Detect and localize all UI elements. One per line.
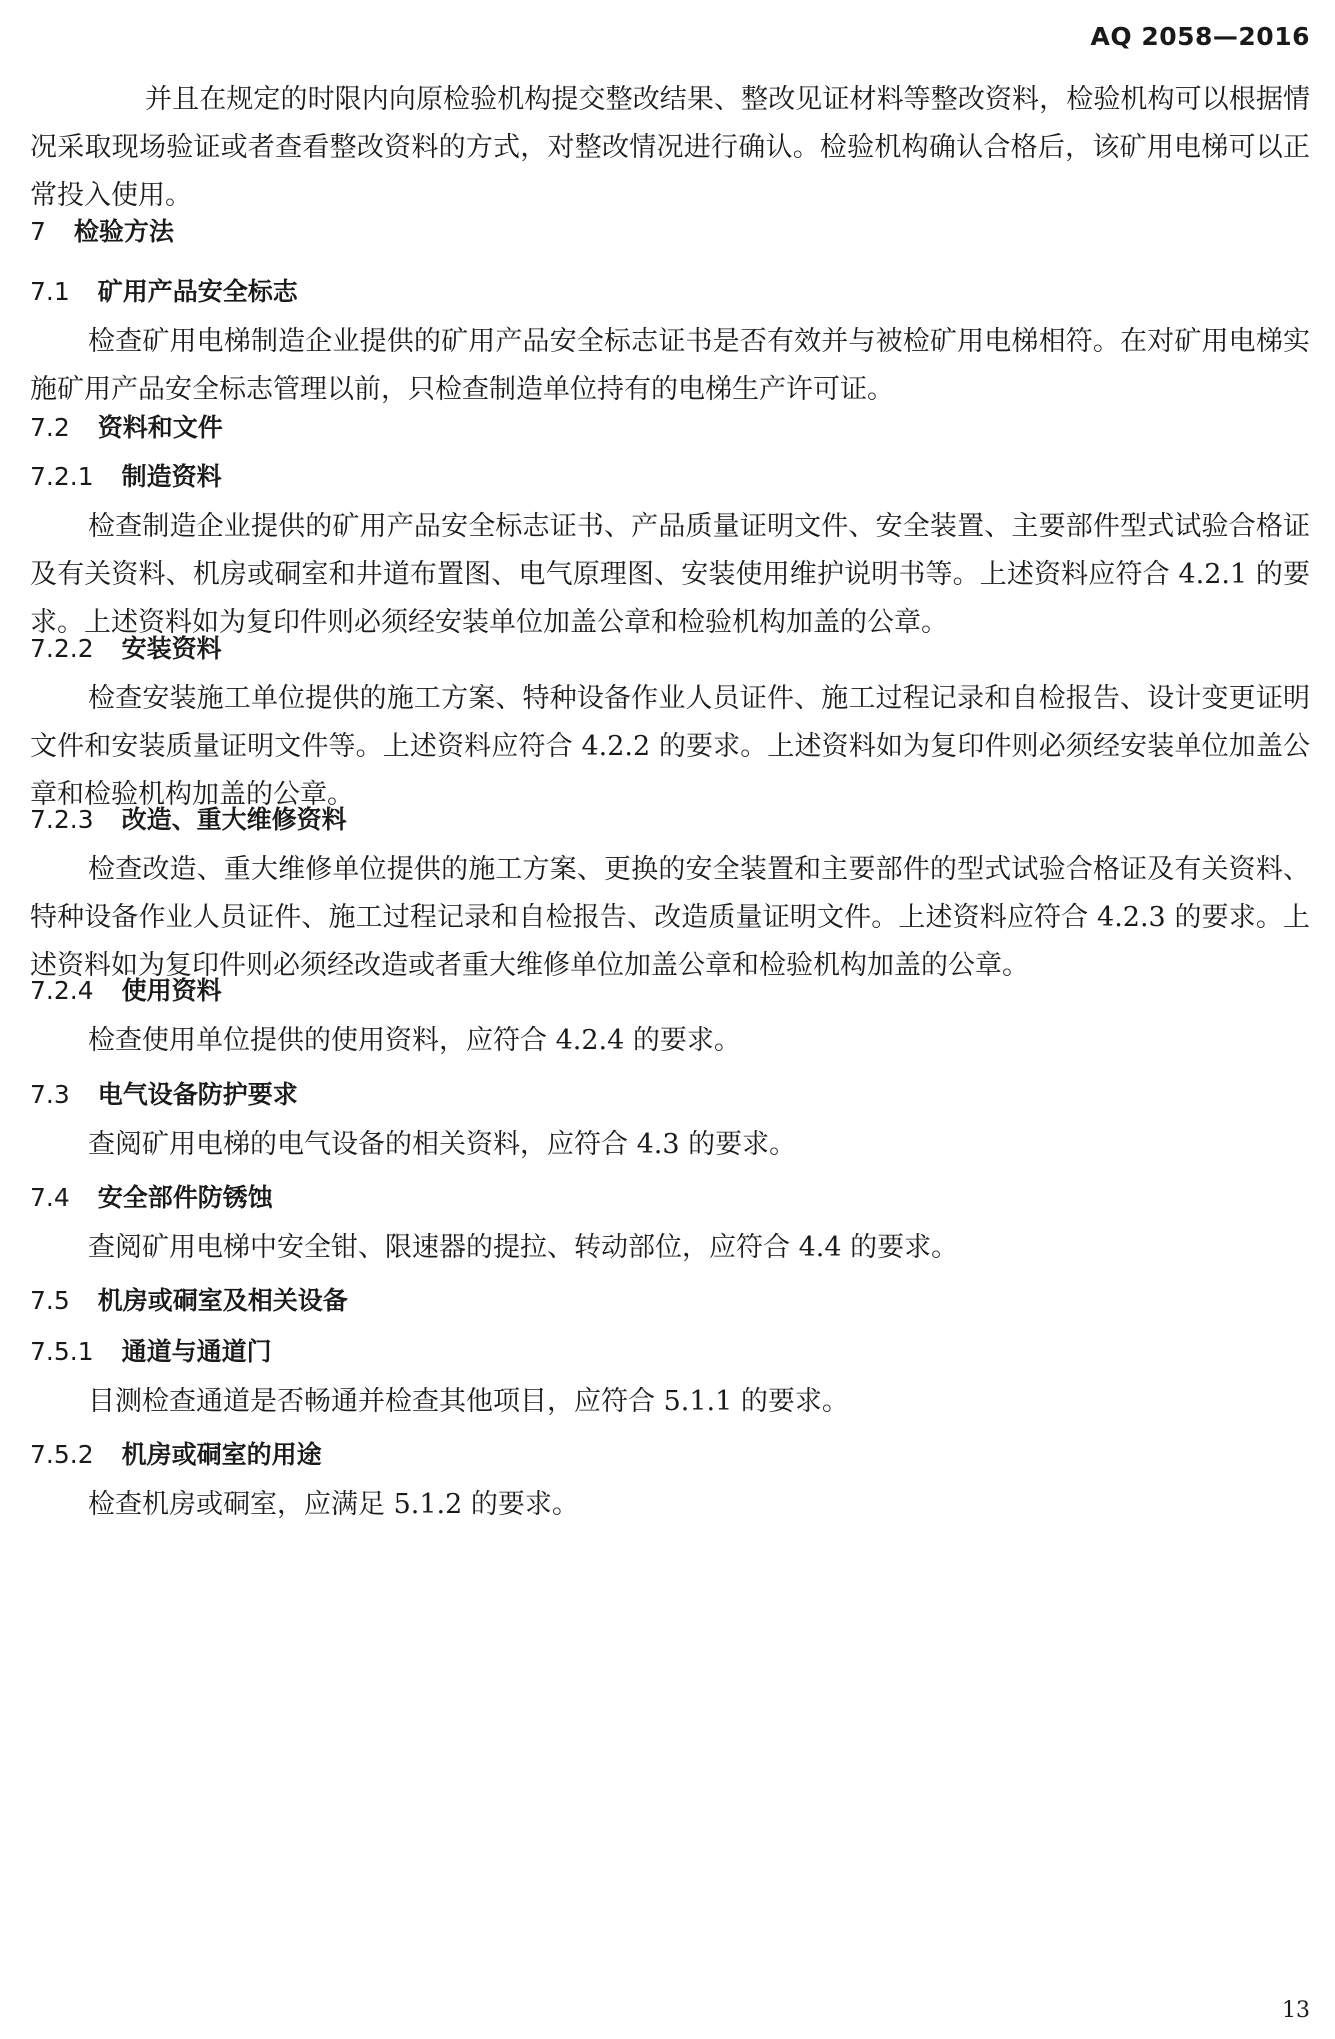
section-7-2-4-heading — [30, 971, 222, 1007]
paragraph-7-4: 查阅矿用电梯中安全钳、限速器的提拉、转动部位，应符合 4.4 的要求。 — [88, 1232, 959, 1263]
section-7-5-2-heading — [30, 1435, 322, 1471]
section-7-2-1-heading — [30, 457, 222, 493]
section-7-4-heading — [30, 1178, 273, 1214]
paragraph-7-5-2: 检查机房或硐室，应满足 5.1.2 的要求。 — [88, 1489, 579, 1520]
section-7-heading — [30, 212, 174, 248]
section-number: 7.5 — [30, 1286, 70, 1315]
section-number: 7.1 — [30, 277, 70, 306]
section-number: 7.5.2 — [30, 1440, 94, 1469]
section-7-5-heading — [30, 1281, 348, 1317]
section-7-3-heading — [30, 1075, 298, 1111]
page-number: 13 — [1282, 1998, 1310, 2023]
section-number: 7.2.4 — [30, 976, 94, 1005]
paragraph-7-3: 查阅矿用电梯的电气设备的相关资料，应符合 4.3 的要求。 — [88, 1129, 797, 1160]
section-title: 电气设备防护要求 — [97, 1080, 298, 1109]
section-number: 7.5.1 — [30, 1337, 94, 1366]
section-title: 通道与通道门 — [121, 1337, 272, 1366]
section-title: 机房或硐室及相关设备 — [97, 1286, 348, 1315]
section-title: 安全部件防锈蚀 — [97, 1183, 273, 1212]
section-number: 7.2.1 — [30, 462, 94, 491]
section-title: 资料和文件 — [97, 413, 223, 442]
section-number: 7 — [30, 217, 46, 246]
section-7-2-heading — [30, 408, 223, 444]
section-title: 改造、重大维修资料 — [121, 805, 347, 834]
intro-paragraph: 并且在规定的时限内向原检验机构提交整改结果、整改见证材料等整改资料，检验机构可以根据情况采取现场验证或者查看整改资料的方式，对整改情况进行确认。检验机构确认合格后，该矿用电梯可以正常投入使用。 — [30, 84, 1310, 211]
section-number: 7.3 — [30, 1080, 70, 1109]
section-title: 安装资料 — [121, 634, 222, 663]
section-number: 7.2.3 — [30, 805, 94, 834]
paragraph-7-1: 检查矿用电梯制造企业提供的矿用产品安全标志证书是否有效并与被检矿用电梯相符。在对矿用电梯实施矿用产品安全标志管理以前，只检查制造单位持有的电梯生产许可证。 — [30, 326, 1310, 405]
section-number: 7.4 — [30, 1183, 70, 1212]
section-title: 机房或硐室的用途 — [121, 1440, 322, 1469]
section-title: 制造资料 — [121, 462, 222, 491]
paragraph-7-2-2: 检查安装施工单位提供的施工方案、特种设备作业人员证件、施工过程记录和自检报告、设计变更证明文件和安装质量证明文件等。上述资料应符合 4.2.2 的要求。上述资料如为复印件则必须经安装单位加盖公章和检验机构加盖的公章。 — [30, 683, 1310, 810]
section-number: 7.2.2 — [30, 634, 94, 663]
section-title: 使用资料 — [121, 976, 222, 1005]
section-7-2-3-heading — [30, 800, 347, 836]
section-number: 7.2 — [30, 413, 70, 442]
section-7-5-1-heading — [30, 1332, 272, 1368]
section-7-1-heading — [30, 272, 298, 308]
section-7-2-2-heading — [30, 629, 222, 665]
standard-code: AQ 2058—2016 — [1090, 22, 1310, 51]
section-title: 检验方法 — [73, 217, 174, 246]
section-title: 矿用产品安全标志 — [97, 277, 298, 306]
paragraph-7-2-1: 检查制造企业提供的矿用产品安全标志证书、产品质量证明文件、安全装置、主要部件型式试验合格证及有关资料、机房或硐室和井道布置图、电气原理图、安装使用维护说明书等。上述资料应符合 4.2.1 的要求。上述资料如为复印件则必须经安装单位加盖公章和检验机构加盖的公章。 — [30, 511, 1310, 638]
paragraph-7-5-1: 目测检查通道是否畅通并检查其他项目，应符合 5.1.1 的要求。 — [88, 1386, 849, 1417]
paragraph-7-2-4: 检查使用单位提供的使用资料，应符合 4.2.4 的要求。 — [88, 1025, 741, 1056]
paragraph-7-2-3: 检查改造、重大维修单位提供的施工方案、更换的安全装置和主要部件的型式试验合格证及有关资料、特种设备作业人员证件、施工过程记录和自检报告、改造质量证明文件。上述资料应符合 4.2.3 的要求。上述资料如为复印件则必须经改造或者重大维修单位加盖公章和检验机构加盖的公章。 — [30, 854, 1310, 981]
